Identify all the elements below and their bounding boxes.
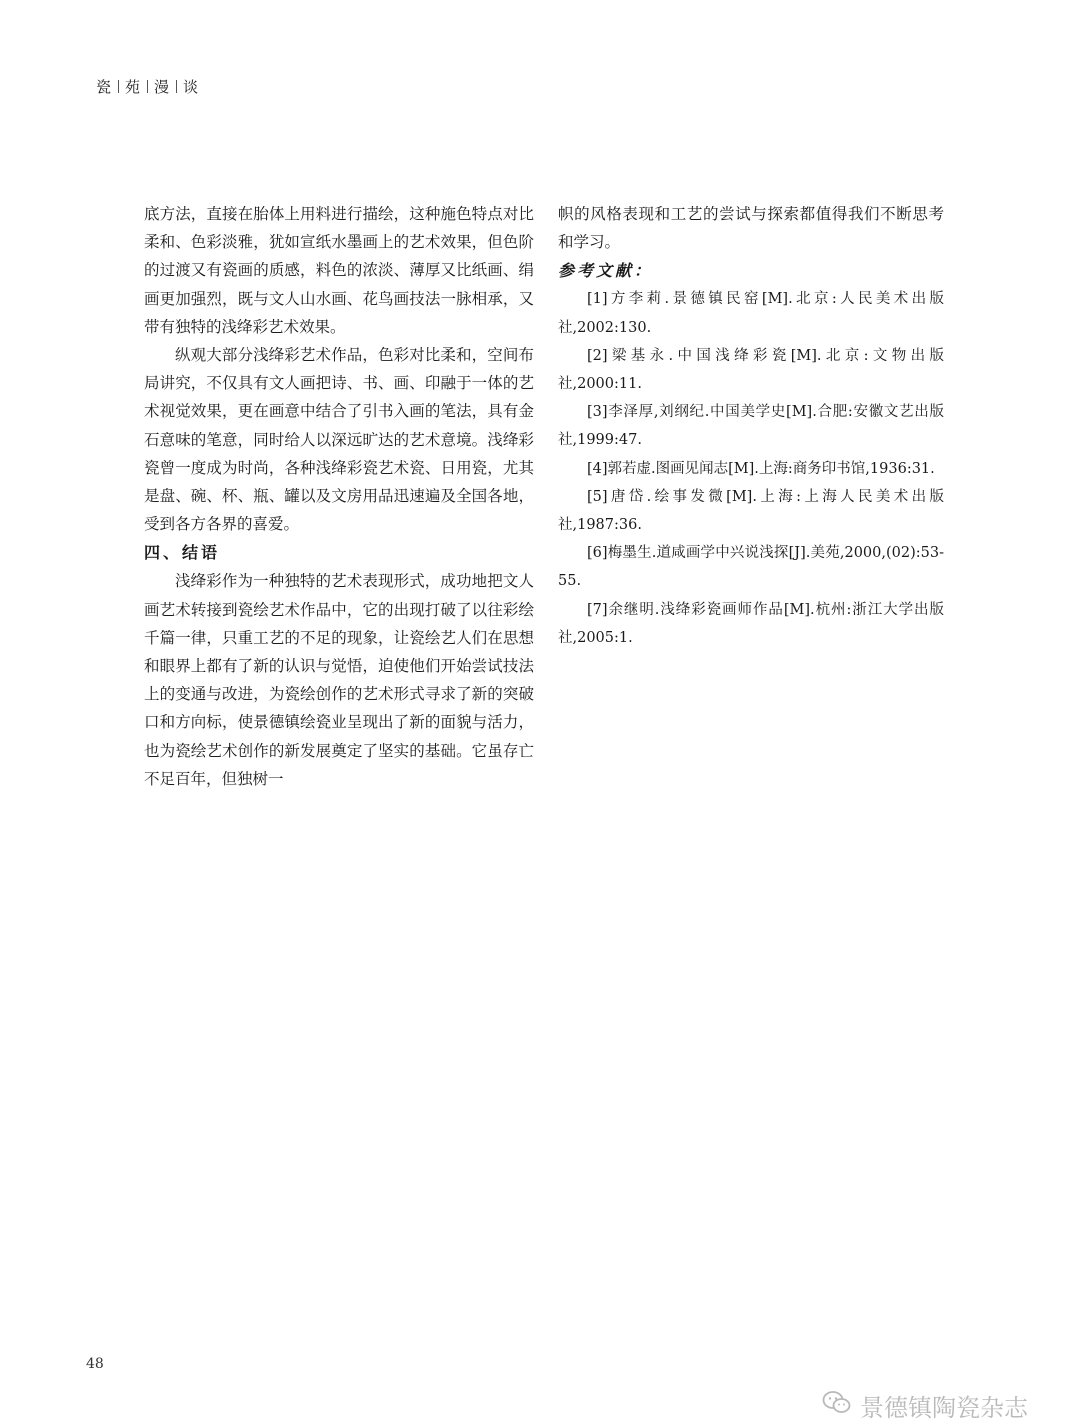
reference-item: [7]余继明.浅绛彩瓷画师作品[M].杭州:浙江大学出版社,2005:1. xyxy=(558,601,944,646)
reference-item: [4]郭若虚.图画见闻志[M].上海:商务印书馆,1936:31. xyxy=(587,460,935,477)
reference-item: [1]方李莉.景德镇民窑[M].北京:人民美术出版社,2002:130. xyxy=(558,291,944,336)
header-char: 瓷 xyxy=(96,78,113,96)
header-divider xyxy=(176,80,177,93)
running-header xyxy=(96,76,199,97)
watermark-text: 景德镇陶瓷杂志 xyxy=(860,1394,1028,1422)
wechat-icon xyxy=(822,1390,860,1422)
page-number: 48 xyxy=(86,1356,104,1372)
reference-item: [5]唐岱.绘事发微[M].上海:上海人民美术出版社,1987:36. xyxy=(558,488,944,534)
reference-item: [3]李泽厚,刘纲纪.中国美学史[M].合肥:安徽文艺出版社,1999:47. xyxy=(558,404,944,449)
watermark xyxy=(822,1388,1028,1423)
body-paragraph: 纵观大部分浅绛彩艺术作品，色彩对比柔和，空间布局讲究，不仅具有文人画把诗、书、画、印融于一体的艺术视觉效果，更在画意中结合了引书入画的笔法，具有金石意味的笔意，同时给人以深远旷达的艺术意境。浅绛彩瓷曾一度成为时尚，各种浅绛彩瓷艺术瓷、日用瓷，尤其是盘、碗、杯、瓶、罐以及文房用品迅速遍及全国各地，受到各方各界的喜爱。 xyxy=(144,346,534,534)
body-paragraph: 底方法，直接在胎体上用料进行描绘，这种施色特点对比柔和、色彩淡雅，犹如宣纸水墨画上的艺术效果，但色阶的过渡又有瓷画的质感，料色的浓淡、薄厚又比纸画、绢画更加强烈，既与文人山水画、花鸟画技法一脉相承，又带有独特的浅绛彩艺术效果。 xyxy=(144,205,534,336)
references-heading: 参考文献： xyxy=(558,261,654,281)
reference-item: [6]梅墨生.道咸画学中兴说浅探[J].美苑,2000,(02):53-55. xyxy=(558,545,944,590)
header-char: 苑 xyxy=(125,78,142,96)
header-char: 谈 xyxy=(183,78,200,96)
reference-item: [2]梁基永.中国浅绛彩瓷[M].北京:文物出版社,2000:11. xyxy=(558,347,944,393)
continuation-paragraph: 帜的风格表现和工艺的尝试与探索都值得我们不断思考和学习。 xyxy=(558,205,944,252)
header-char: 漫 xyxy=(154,78,171,96)
header-divider xyxy=(118,80,119,93)
left-column xyxy=(144,200,534,793)
section-heading: 四、结语 xyxy=(144,543,221,563)
right-column xyxy=(558,200,944,652)
conclusion-paragraph: 浅绛彩作为一种独特的艺术表现形式，成功地把文人画艺术转接到瓷绘艺术作品中，它的出现打破了以往彩绘千篇一律，只重工艺的不足的现象，让瓷绘艺人们在思想和眼界上都有了新的认识与觉悟，迫使他们开始尝试技法上的变通与改进，为瓷绘创作的艺术形式寻求了新的突破口和方向标，使景德镇绘瓷业呈现出了新的面貌与活力，也为瓷绘艺术创作的新发展奠定了坚实的基础。它虽存亡不足百年，但独树一 xyxy=(144,572,534,788)
header-divider xyxy=(147,80,148,93)
